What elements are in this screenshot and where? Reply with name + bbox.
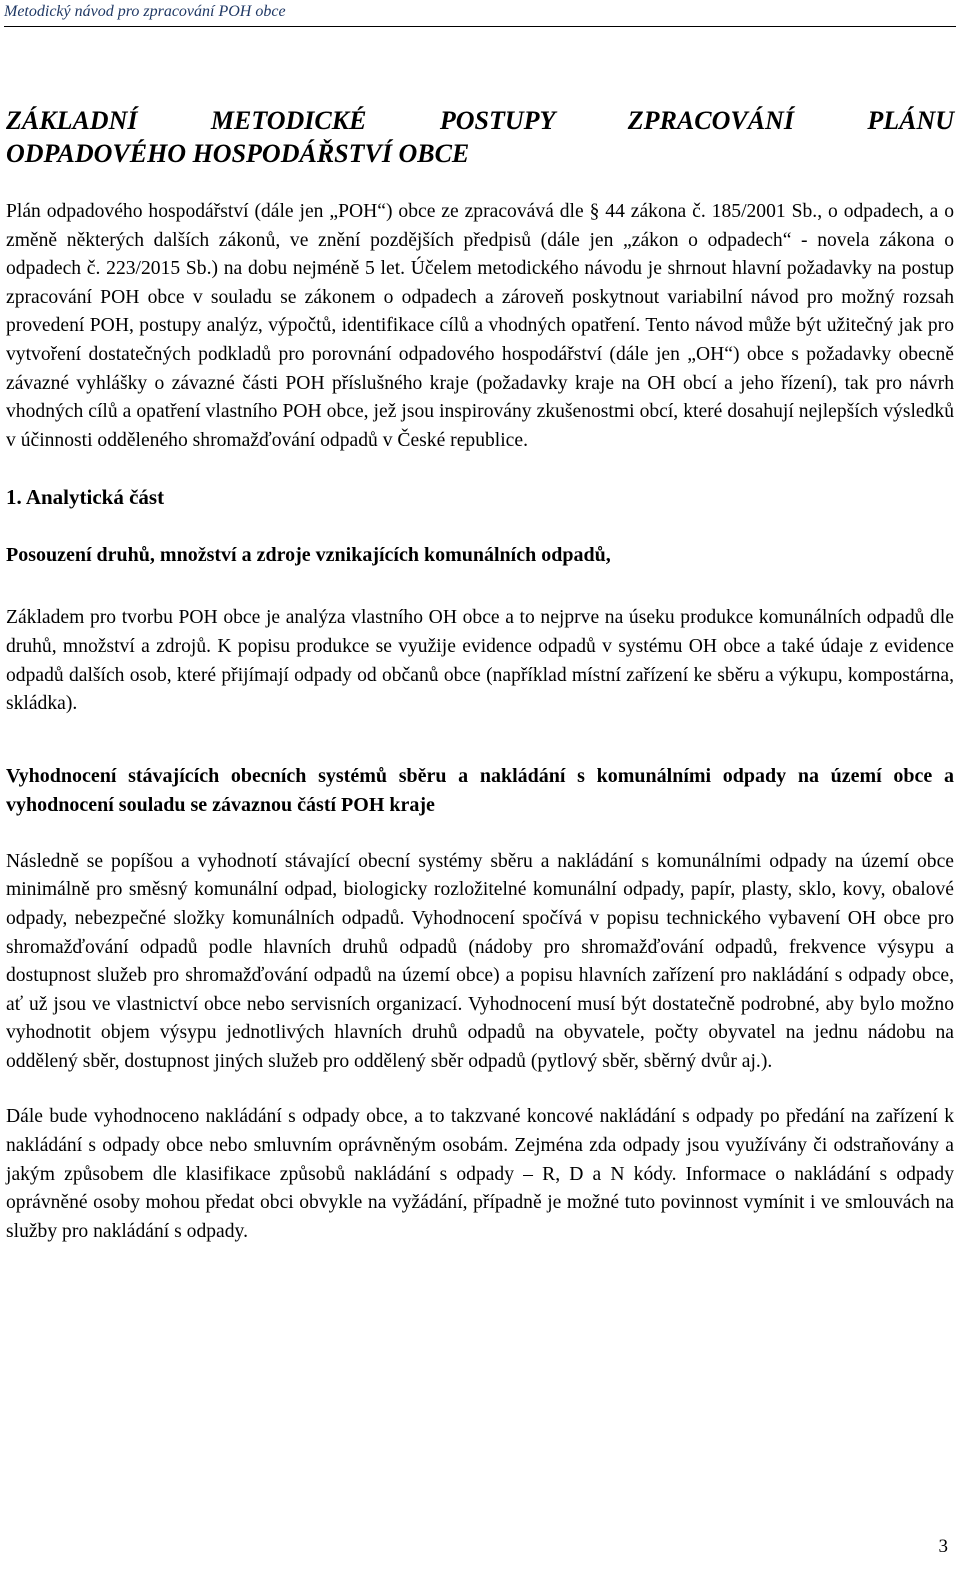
- document-title-line-2: ODPADOVÉHO HOSPODÁŘSTVÍ OBCE: [6, 139, 470, 168]
- subsection-paragraph-evaluation-2: Dále bude vyhodnoceno nakládání s odpady obce, a to takzvané koncové nakládání s odpady po předání na zařízení k nakládání s odpady obce nebo smluvním oprávněným osobám. Zejména zda odpady jsou využívány či odstraňovány a jakým způsobem dle klasifikace způsobů nakládání s odpady – R, D a N kódy. Informace o nakládání s odpady oprávněné osoby mohou předat obci obvykle na vyžádání, případně je možné tuto povinnost vymínit i ve smlouvách na služby pro nakládání s odpady.: [6, 1106, 954, 1242]
- subsection-title-waste-types: Posouzení druhů, množství a zdroje vznikajících komunálních odpadů,: [6, 544, 611, 567]
- document-title: [6, 104, 954, 170]
- intro-paragraph: Plán odpadového hospodářství (dále jen „POH“) obce ze zpracovává dle § 44 zákona č. 185/2001 Sb., o odpadech, a o změně některých dalších zákonů, ve znění pozdějších předpisů (dále jen „zákon o odpadech“ - novela zákona o odpadech č. 223/2015 Sb.) na dobu nejméně 5 let. Účelem metodického návodu je shrnout hlavní požadavky na postup zpracování POH obce v souladu se zákonem o odpadech a zároveň poskytnout variabilní návod pro možný rozsah provedení POH, postupy analýz, výpočtů, identifikace cílů a vhodných opatření. Tento návod může být užitečný jak pro vytvoření dostatečných podkladů pro porovnání odpadového hospodářství (dále jen „OH“) obce s požadavky obecně závazné vyhlášky o závazné části POH příslušného kraje (požadavky kraje na OH obcí a jeho řízení), tak pro návrh vhodných cílů a opatření vlastního POH obce, jež jsou inspirovány zkušenostmi obcí, které dosahují nejlepších výsledků v účinnosti odděleného shromažďování odpadů v České republice.: [6, 201, 954, 451]
- subsection-paragraph-evaluation-1: Následně se popíšou a vyhodnotí stávající obecní systémy sběru a nakládání s komunálními odpady na území obce minimálně pro směsný komunální odpad, biologicky rozložitelné komunální odpady, papír, plasty, sklo, kovy, obalové odpady, nebezpečné složky komunálních odpadů. Vyhodnocení spočívá v popisu technického vybavení OH obce pro shromažďování odpadů podle hlavních druhů odpadů (nádoby pro shromažďování odpadů, frekvence výsypu a dostupnost služeb pro shromažďování odpadů na území obce) a popisu hlavních zařízení pro nakládání s odpady obce, ať už jsou ve vlastnictví obce nebo servisních organizací. Vyhodnocení musí být dostatečně podrobné, aby bylo možno vyhodnotit objem výsypu jednotlivých hlavních druhů odpadů na obyvatele, počty obyvatel na jednu nádobu na oddělený sběr, dostupnost jiných služeb pro oddělený sběr odpadů (pytlový sběr, sběrný dvůr aj.).: [6, 850, 954, 1072]
- page-content: [6, 104, 954, 1504]
- section-title-analytic: 1. Analytická část: [6, 485, 165, 510]
- page-number: 3: [938, 1536, 948, 1557]
- subsection-title-evaluation: Vyhodnocení stávajících obecních systémů sběru a nakládání s komunálními odpady na území obce a vyhodnocení souladu se závaznou částí POH kraje: [6, 764, 954, 816]
- running-header: [4, 2, 956, 27]
- document-title-line-1: ZÁKLADNÍ METODICKÉ POSTUPY ZPRACOVÁNÍ PLÁNU: [6, 106, 954, 135]
- running-header-title: Metodický návod pro zpracování POH obce: [4, 3, 286, 20]
- subsection-paragraph-waste-types: Základem pro tvorbu POH obce je analýza vlastního OH obce a to nejprve na úseku produkce komunálních odpadů dle druhů, množství a zdrojů. K popisu produkce se využije evidence odpadů v systému OH obce a také údaje z evidence odpadů dalších osob, které přijímají odpady od občanů obce (například místní zařízení ke sběru a výkupu, kompostárna, skládka).: [6, 607, 954, 715]
